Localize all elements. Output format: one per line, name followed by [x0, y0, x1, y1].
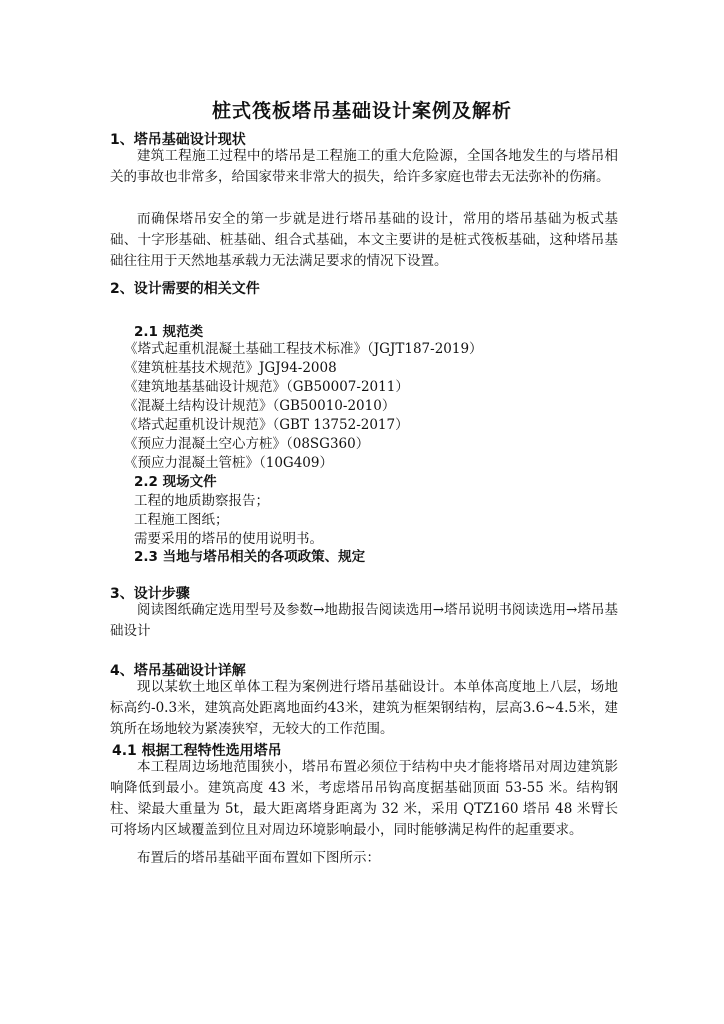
section-1-heading: 1、塔吊基础设计现状 — [110, 132, 246, 148]
subsection-2-1-heading: 2.1 规范类 — [134, 324, 204, 340]
standard-item: 《塔式起重机设计规范》（GBT 13752-2017） — [124, 417, 409, 433]
section-4-heading: 4、塔吊基础设计详解 — [110, 663, 246, 679]
section-1-paragraph-1: 建筑工程施工过程中的塔吊是工程施工的重大危险源，全国各地发生的与塔吊相关的事故也非常多，给国家带来非常大的损失，给许多家庭也带去无法弥补的伤痛。 — [110, 148, 618, 185]
subsection-2-3-heading: 2.3 当地与塔吊相关的各项政策、规定 — [134, 549, 366, 565]
standard-item: 《建筑地基基础设计规范》（GB50007-2011） — [124, 379, 409, 395]
document-title: 桩式筏板塔吊基础设计案例及解析 — [211, 100, 512, 122]
standard-item: 《混凝土结构设计规范》（GB50010-2010） — [124, 398, 396, 414]
standard-item: 《预应力混凝土空心方桩》（08SG360） — [124, 436, 370, 452]
section-3-paragraph: 阅读图纸确定选用型号及参数→地勘报告阅读选用→塔吊说明书阅读选用→塔吊基础设计 — [110, 602, 618, 639]
standard-item: 《建筑桩基技术规范》JGJ94-2008 — [124, 360, 337, 376]
section-4-paragraph-3: 布置后的塔吊基础平面布置如下图所示： — [137, 850, 380, 866]
site-file-item: 工程施工图纸； — [134, 512, 229, 528]
section-4-paragraph-2: 本工程周边场地范围狭小，塔吊布置必须位于结构中央才能将塔吊对周边建筑影响降低到最小。建筑高度 43 米，考虑塔吊吊钩高度据基础顶面 53-55 米。结构钢柱、梁最大重量为 5t，最大距离塔身距离为 32 米，采用 QTZ160 塔吊 48 米臂长可将场内区域覆盖到位且对周边环境影响最小，同时能够满足构件的起重要求。 — [110, 759, 618, 838]
section-1-paragraph-2: 而确保塔吊安全的第一步就是进行塔吊基础的设计，常用的塔吊基础为板式基础、十字形基础、桩基础、组合式基础，本文主要讲的是桩式筏板基础，这种塔吊基础往往用于天然地基承载力无法满足要求的情况下设置。 — [110, 211, 618, 269]
standard-item: 《预应力混凝土管桩》（10G409） — [124, 455, 333, 471]
site-file-item: 需要采用的塔吊的使用说明书。 — [134, 531, 323, 547]
subsection-4-1-heading: 4.1 根据工程特性选用塔吊 — [112, 743, 282, 759]
section-2-heading: 2、设计需要的相关文件 — [110, 281, 260, 297]
subsection-2-2-heading: 2.2 现场文件 — [134, 474, 217, 490]
section-4-paragraph-1: 现以某软土地区单体工程为案例进行塔吊基础设计。本单体高度地上八层，场地标高约-0.3米，建筑高处距离地面约43米，建筑为框架钢结构，层高3.6~4.5米，建筑所在场地较为紧凑狭窄，无较大的工作范围。 — [110, 679, 618, 737]
section-3-heading: 3、设计步骤 — [110, 586, 190, 602]
site-file-item: 工程的地质勘察报告； — [134, 493, 269, 509]
standard-item: 《塔式起重机混凝土基础工程技术标准》（JGJT187-2019） — [124, 341, 483, 357]
